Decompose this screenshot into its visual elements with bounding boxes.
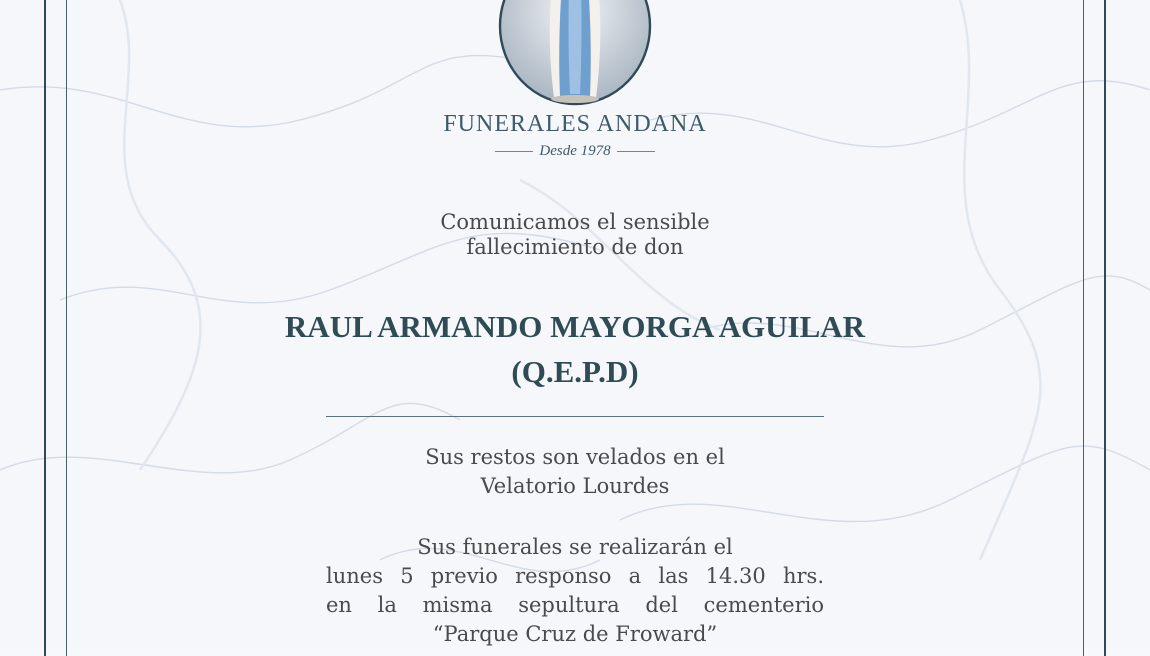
brand-name: FUNERALES ANDANA <box>443 111 707 137</box>
since-text: Desde 1978 <box>539 143 611 159</box>
funeral-line-2: lunes 5 previo responso a las 14.30 hrs. <box>326 564 824 588</box>
tagline-line-left <box>495 151 533 152</box>
funeral-line-1: Sus funerales se realizarán el <box>417 535 733 559</box>
intro-line-2: fallecimiento de don <box>466 235 684 259</box>
deceased-name: RAUL ARMANDO MAYORGA AGUILAR <box>284 309 866 344</box>
funeral-line-3: en la misma sepultura del cementerio <box>326 593 824 617</box>
qepd-label: (Q.E.P.D) <box>511 354 639 389</box>
tagline-line-right <box>617 151 655 152</box>
wake-line-1: Sus restos son velados en el <box>425 445 725 469</box>
intro-line-1: Comunicamos el sensible <box>440 210 710 234</box>
virgin-statue-medallion-icon <box>498 0 652 106</box>
since-tagline <box>0 143 1150 160</box>
section-divider <box>326 416 824 417</box>
wake-line-2: Velatorio Lourdes <box>480 474 670 498</box>
funeral-line-4: “Parque Cruz de Froward” <box>432 622 718 646</box>
